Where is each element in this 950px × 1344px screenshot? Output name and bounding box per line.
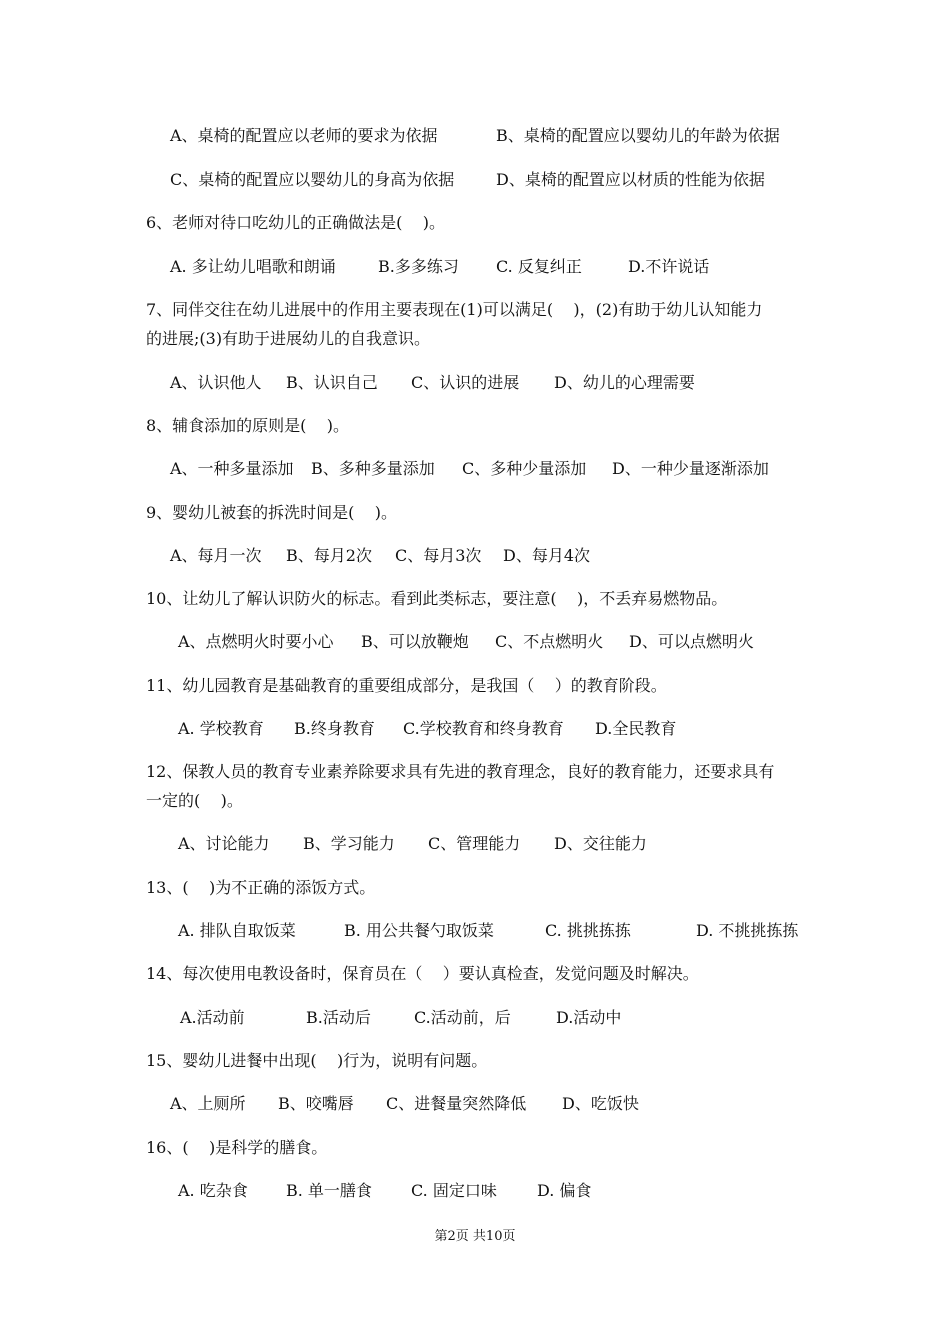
page-number-footer: 第2页 共10页: [434, 1229, 516, 1244]
question-8: 8、辅食添加的原则是( )。: [146, 416, 350, 435]
option-b: B、每月2次: [286, 546, 372, 565]
option-a: A. 吃杂食: [178, 1181, 248, 1200]
option-a: A. 排队自取饭菜: [178, 921, 296, 940]
option-d: D、吃饭快: [562, 1094, 639, 1113]
question-15: 15、婴幼儿进餐中出现( )行为，说明有问题。: [146, 1051, 488, 1070]
question-6: 6、老师对待口吃幼儿的正确做法是( )。: [146, 213, 446, 232]
option-b: B、咬嘴唇: [278, 1094, 354, 1113]
option-d: D、幼儿的心理需要: [554, 373, 695, 392]
option-d: D、交往能力: [554, 834, 647, 853]
option-c: C.学校教育和终身教育: [403, 719, 564, 738]
option-c: C.活动前，后: [414, 1008, 511, 1027]
question-7-line-1: 7、同伴交往在幼儿进展中的作用主要表现在(1)可以满足( )，(2)有助于幼儿认知能力: [146, 300, 763, 319]
option-d: D.活动中: [556, 1008, 622, 1027]
option-c: C. 挑挑拣拣: [545, 921, 631, 940]
question-9: 9、婴幼儿被套的拆洗时间是( )。: [146, 503, 398, 522]
question-11: 11、幼儿园教育是基础教育的重要组成部分，是我国（ ）的教育阶段。: [146, 676, 667, 695]
option-b: B.活动后: [306, 1008, 371, 1027]
option-c: C、多种少量添加: [462, 459, 587, 478]
option-c: C、每月3次: [395, 546, 482, 565]
option-c: C、进餐量突然降低: [386, 1094, 527, 1113]
option-d: D. 偏食: [537, 1181, 592, 1200]
question-13: 13、( )为不正确的添饭方式。: [146, 878, 376, 897]
option-c: C、认识的进展: [411, 373, 520, 392]
option-a: A. 多让幼儿唱歌和朗诵: [170, 257, 336, 276]
option-c: C. 反复纠正: [496, 257, 582, 276]
option-b: B、学习能力: [303, 834, 395, 853]
option-a: A、每月一次: [170, 546, 262, 565]
option-d: D、可以点燃明火: [629, 632, 754, 651]
option-d: D.全民教育: [595, 719, 677, 738]
option-d: D.不许说话: [628, 257, 710, 276]
option-a: A、一种多量添加: [170, 459, 294, 478]
question-7-line-2: 的进展;(3)有助于进展幼儿的自我意识。: [146, 329, 431, 348]
question-12-line-2: 一定的( )。: [146, 791, 243, 810]
q5-option-a: A、桌椅的配置应以老师的要求为依据: [170, 126, 438, 145]
option-b: B、多种多量添加: [311, 459, 435, 478]
option-b: B、认识自己: [286, 373, 378, 392]
question-14: 14、每次使用电教设备时，保育员在（ ）要认真检查，发觉问题及时解决。: [146, 964, 699, 983]
option-a: A.活动前: [180, 1008, 245, 1027]
option-b: B.终身教育: [294, 719, 375, 738]
option-a: A、认识他人: [170, 373, 262, 392]
question-16: 16、( )是科学的膳食。: [146, 1138, 328, 1157]
q5-option-d: D、桌椅的配置应以材质的性能为依据: [496, 170, 765, 189]
option-a: A、讨论能力: [178, 834, 270, 853]
question-10: 10、让幼儿了解认识防火的标志。看到此类标志，要注意( )，不丢弃易燃物品。: [146, 589, 728, 608]
option-a: A. 学校教育: [178, 719, 264, 738]
option-c: C、不点燃明火: [495, 632, 604, 651]
option-d: D、一种少量逐渐添加: [612, 459, 769, 478]
option-d: D. 不挑挑拣拣: [696, 921, 799, 940]
question-12-line-1: 12、保教人员的教育专业素养除要求具有先进的教育理念，良好的教育能力，还要求具有: [146, 762, 775, 781]
option-d: D、每月4次: [503, 546, 591, 565]
option-c: C、管理能力: [428, 834, 521, 853]
option-a: A、上厕所: [170, 1094, 246, 1113]
q5-option-b: B、桌椅的配置应以婴幼儿的年龄为依据: [496, 126, 780, 145]
option-c: C. 固定口味: [411, 1181, 497, 1200]
option-b: B. 单一膳食: [286, 1181, 372, 1200]
option-b: B、可以放鞭炮: [361, 632, 469, 651]
option-b: B.多多练习: [378, 257, 459, 276]
option-b: B. 用公共餐勺取饭菜: [344, 921, 494, 940]
q5-option-c: C、桌椅的配置应以婴幼儿的身高为依据: [170, 170, 455, 189]
option-a: A、点燃明火时要小心: [178, 632, 334, 651]
